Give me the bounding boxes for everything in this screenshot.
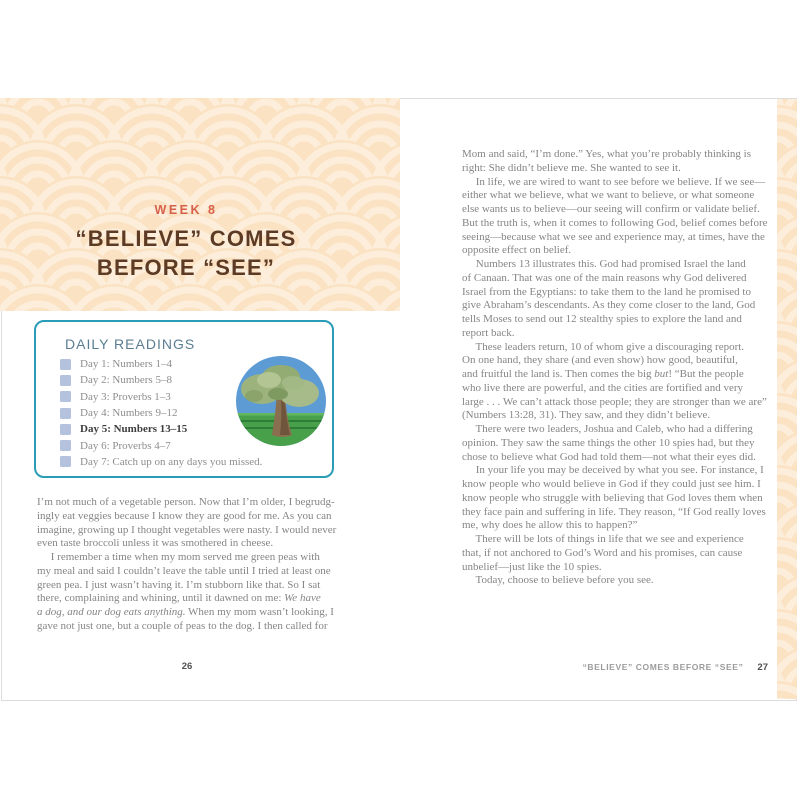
body-text-line: give Abraham’s descendants. As they come closer to the land, God [462, 299, 756, 312]
body-text-line: tells Moses to send out 12 stealthy spies to explore the land and [462, 313, 742, 325]
daily-readings-box [34, 320, 334, 478]
reading-item [60, 437, 262, 453]
body-text-line: (Numbers 13:28, 31). They saw, and they didn’t believe. [462, 409, 711, 422]
reading-item [60, 421, 262, 437]
body-text-line: ingly eat veggies because I know they are good for me. As you can [37, 509, 332, 522]
right-page-footer [462, 662, 768, 673]
body-text-line: either what we believe, what we want to believe, or what someone [462, 189, 755, 202]
body-text-line: who live there are powerful, and the cities are fortified and very [462, 381, 743, 394]
body-text-line: opposite effect on belief. [462, 244, 572, 257]
body-text-line: Israel from the Egyptians: to take them to the land he promised to [462, 285, 751, 298]
left-page-number: 26 [181, 661, 193, 672]
right-edge-pattern-strip [777, 99, 797, 699]
wave-pattern [777, 99, 797, 699]
body-text-line: report back. [462, 326, 515, 339]
chapter-title-line: “BELIEVE” COMES [75, 226, 297, 251]
body-text-line: unbelief—just like the 10 spies. [462, 560, 602, 573]
reading-label: Day 1: Numbers 1–4 [80, 358, 172, 371]
body-text-line: On one hand, they share (and even show) how good, beautiful, [462, 354, 738, 367]
daily-readings-title: DAILY READINGS [65, 336, 196, 352]
daily-readings-list [60, 356, 262, 470]
reading-item [60, 356, 262, 372]
reading-checkbox [60, 456, 71, 467]
reading-checkbox [60, 408, 71, 419]
body-text-line: imagine, growing up I thought vegetables were nasty. I would never [37, 523, 337, 536]
right-page-number: 27 [757, 662, 768, 673]
left-page-body-text [37, 496, 353, 634]
reading-label: Day 6: Proverbs 4–7 [80, 439, 171, 452]
body-text-line: Today, choose to believe before you see. [462, 574, 654, 587]
reading-label: Day 2: Numbers 5–8 [80, 374, 172, 387]
body-text-line: seeing—because what we see and experience may, at times, have the [462, 230, 765, 243]
reading-checkbox [60, 375, 71, 386]
body-text-line: I remember a time when my mom served me green peas with [37, 551, 320, 563]
reading-item [60, 454, 262, 470]
reading-item [60, 372, 262, 388]
chapter-title [0, 224, 372, 282]
tree-illustration [236, 356, 326, 446]
right-page-body-text [462, 148, 774, 588]
body-text-line: green pea. I just wasn’t having it. I’m stubborn like that. So I sat [37, 578, 321, 591]
body-text-line: Numbers 13 illustrates this. God had promised Israel the land [462, 258, 746, 270]
reading-label: Day 3: Proverbs 1–3 [80, 390, 171, 403]
body-text-line: large . . . We can’t attack those people; they are stronger than we are” [462, 395, 767, 408]
body-text-line: me, why does he allow this to happen?” [462, 519, 638, 532]
body-text-line: even taste broccoli unless it was smothered in cheese. [37, 537, 274, 550]
body-text-line: my meal and said I couldn’t leave the table until I tried at least one [37, 564, 331, 577]
body-text-line: know people who struggle with believing that God loves them when [462, 491, 763, 504]
body-text-line: gave not just one, but a couple of peas to the dog. I then called for [37, 619, 328, 632]
body-text-line: a dog, and our dog eats anything. When my mom wasn’t looking, I [37, 606, 334, 618]
chapter-title-line: BEFORE “SEE” [96, 255, 276, 280]
reading-item [60, 389, 262, 405]
running-head: “BELIEVE” COMES BEFORE “SEE” [582, 662, 744, 672]
body-text-line: chose to believe what God had told them—not what their eyes did. [462, 450, 756, 463]
body-text-line: they face pain and suffering in life. They reason, “If God really loves [462, 505, 766, 518]
body-text-line: There were two leaders, Joshua and Caleb, who had a differing [462, 423, 753, 435]
reading-item [60, 405, 262, 421]
body-text-line: Mom and said, “I’m done.” Yes, what you’re probably thinking is [462, 148, 752, 160]
body-text-line: These leaders return, 10 of whom give a discouraging report. [462, 340, 745, 353]
body-text-line: and fruitful the land is. Then comes the big but! “But the people [462, 368, 744, 380]
reading-checkbox [60, 424, 71, 435]
body-text-line: There will be lots of things in life that we see and experience [462, 533, 744, 545]
reading-label: Day 4: Numbers 9–12 [80, 407, 178, 420]
body-text-line: else wants us to believe—our seeing will confirm or validate belief. [462, 203, 760, 215]
reading-label: Day 5: Numbers 13–15 [80, 423, 188, 436]
reading-checkbox [60, 391, 71, 402]
body-text-line: right: She didn’t believe me. She wanted to see it. [462, 161, 681, 174]
body-text-line: know people who would believe in God if they could just see him. I [462, 478, 761, 490]
body-text-line: that, if not anchored to God’s Word and his promises, can cause [462, 546, 743, 559]
week-label: WEEK 8 [154, 203, 218, 217]
reading-label: Day 7: Catch up on any days you missed. [80, 455, 263, 468]
body-text-line: I’m not much of a vegetable person. Now that I’m older, I begrudg- [37, 496, 335, 508]
body-text-line: there, complaining and whining, until it dawned on me: We have [37, 592, 321, 605]
body-text-line: of Canaan. That was one of the main reasons why God delivered [462, 271, 747, 284]
body-text-line: In your life you may be deceived by what you see. For instance, I [462, 464, 764, 477]
body-text-line: In life, we are wired to want to see before we believe. If we see— [462, 175, 766, 188]
reading-checkbox [60, 359, 71, 370]
body-text-line: But the truth is, when it comes to following God, belief comes before [462, 216, 768, 229]
reading-checkbox [60, 440, 71, 451]
body-text-line: opinion. They saw the same things the other 10 spies had, but they [462, 436, 755, 449]
